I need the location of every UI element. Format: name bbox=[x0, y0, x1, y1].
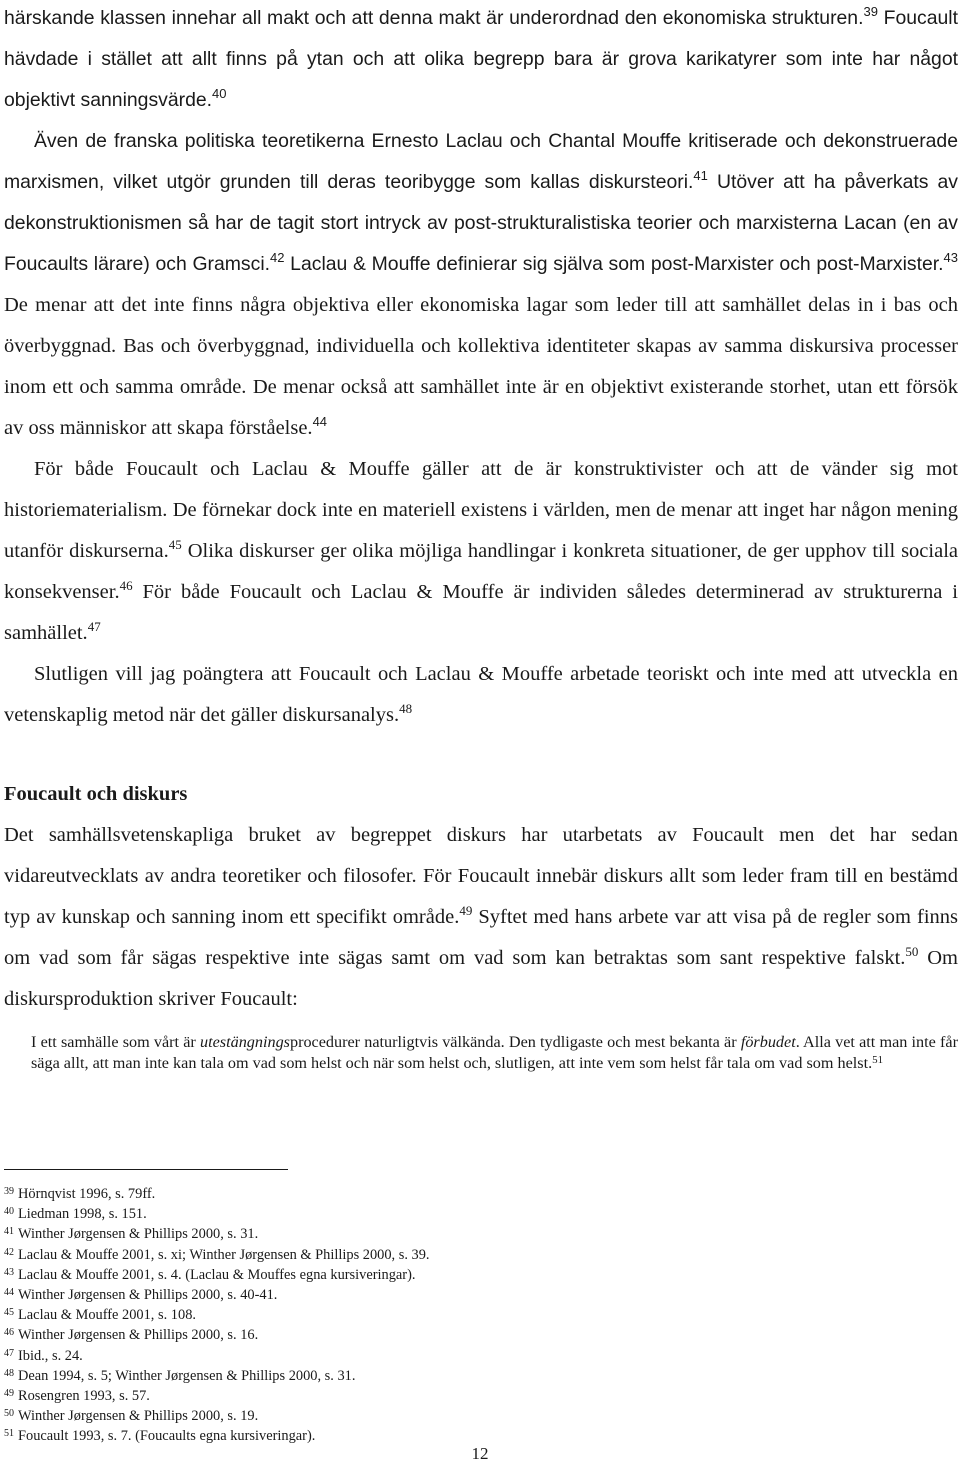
footnote-item bbox=[4, 1325, 904, 1345]
footnote-item bbox=[4, 1204, 904, 1224]
paragraph-text: Syftet med hans arbete var att visa på de regler som finns om vad som får sägas respektive inte sägas samt om vad som kan betraktas som sant respektive falskt. bbox=[4, 906, 958, 969]
footnote-text: Foucault 1993, s. 7. (Foucaults egna kursiveringar). bbox=[18, 1428, 316, 1445]
footnote-reference[interactable]: 41 bbox=[693, 168, 708, 183]
paragraph-text: För både Foucault och Laclau & Mouffe gäller att de är konstruktivister och att de vänder sig mot historiematerialism. De förnekar dock inte en materiell existens i världen, men de menar att inget har någon mening utanför diskurserna. bbox=[4, 458, 958, 562]
footnote-reference[interactable]: 46 bbox=[119, 578, 133, 593]
quote-text: . Alla vet att man inte får säga allt, att man inte kan tala om vad som helst och när som helst och, slutligen, att inte vem som helst får tala om vad som helst. bbox=[31, 1033, 958, 1073]
footnote-number: 40 bbox=[4, 1206, 14, 1218]
footnote-text: Winther Jørgensen & Phillips 2000, s. 31. bbox=[18, 1226, 259, 1243]
footnote-reference[interactable]: 48 bbox=[399, 701, 413, 716]
footnote-item bbox=[4, 1386, 904, 1406]
footnote-number: 43 bbox=[4, 1266, 14, 1278]
footnote-text: Liedman 1998, s. 151. bbox=[18, 1206, 147, 1223]
paragraph-text: Om diskursproduktion skriver Foucault: bbox=[4, 947, 958, 1010]
footnote-item bbox=[4, 1184, 904, 1204]
footnote-reference[interactable]: 50 bbox=[905, 944, 919, 959]
quote-text: I ett samhälle som vårt är bbox=[31, 1033, 201, 1051]
footnote-separator bbox=[4, 1169, 288, 1170]
page-number: 12 bbox=[471, 1444, 489, 1463]
paragraph-5 bbox=[4, 815, 958, 1020]
paragraph-4 bbox=[4, 654, 958, 736]
footnote-number: 49 bbox=[4, 1388, 14, 1400]
footnote-reference[interactable]: 44 bbox=[312, 414, 328, 429]
footnote-text: Winther Jørgensen & Phillips 2000, s. 16. bbox=[18, 1327, 259, 1344]
footnote-number: 44 bbox=[4, 1287, 14, 1299]
footnote-number: 50 bbox=[4, 1408, 14, 1420]
footnote-item bbox=[4, 1346, 904, 1366]
footnote-reference[interactable]: 42 bbox=[270, 250, 285, 265]
paragraph-text: För både Foucault och Laclau & Mouffe är individen således determinerad av strukturerna i samhället. bbox=[4, 581, 958, 644]
footnote-number: 42 bbox=[4, 1246, 14, 1258]
footnote-text: Laclau & Mouffe 2001, s. 4. (Laclau & Mouffes egna kursiveringar). bbox=[18, 1266, 416, 1283]
footnote-item bbox=[4, 1305, 904, 1325]
footnote-number: 41 bbox=[4, 1226, 14, 1238]
footnote-number: 46 bbox=[4, 1327, 14, 1339]
footnote-reference[interactable]: 43 bbox=[943, 250, 958, 265]
document-page bbox=[4, 0, 958, 1075]
footnote-reference[interactable]: 47 bbox=[87, 619, 101, 634]
footnote-reference[interactable]: 49 bbox=[459, 903, 473, 918]
footnote-item bbox=[4, 1245, 904, 1265]
footnote-number: 45 bbox=[4, 1307, 14, 1319]
footnote-reference[interactable]: 39 bbox=[863, 4, 878, 19]
footnote-text: Hörnqvist 1996, s. 79ff. bbox=[18, 1186, 156, 1202]
paragraph-text: Laclau & Mouffe definierar sig själva som post-Marxister och post-Marxister. bbox=[284, 253, 944, 275]
footnote-item bbox=[4, 1285, 904, 1305]
footnote-number: 47 bbox=[4, 1347, 14, 1359]
section-heading: Foucault och diskurs bbox=[4, 783, 188, 805]
footnote-text: Winther Jørgensen & Phillips 2000, s. 40-41. bbox=[18, 1287, 278, 1304]
paragraph-text: Olika diskurser ger olika möjliga handlingar i konkreta situationer, de ger upphov till sociala konsekvenser. bbox=[4, 540, 958, 603]
footnote-text: Laclau & Mouffe 2001, s. 108. bbox=[18, 1307, 196, 1324]
footnote-item bbox=[4, 1265, 904, 1285]
paragraph-1 bbox=[4, 0, 958, 121]
footnote-number: 48 bbox=[4, 1367, 14, 1379]
footnote-text: Laclau & Mouffe 2001, s. xi; Winther Jørgensen & Phillips 2000, s. 39. bbox=[18, 1246, 430, 1263]
block-quote bbox=[31, 1032, 958, 1075]
footnote-reference[interactable]: 51 bbox=[872, 1054, 884, 1067]
quote-text: procedurer naturligtvis välkända. Den tydligaste och mest bekanta är bbox=[289, 1033, 741, 1051]
footnote-reference[interactable]: 40 bbox=[212, 86, 227, 101]
quote-emphasis: utestängnings bbox=[200, 1033, 290, 1051]
paragraph-text: Utöver att ha påverkats av dekonstruktionismen så har de tagit stort intryck av post-strukturalistiska teorier och marxisterna Lacan (en av Foucaults lärare) och Gramsci. bbox=[4, 171, 958, 275]
paragraph-text: Slutligen vill jag poängtera att Foucault och Laclau & Mouffe arbetade teoriskt och inte med att utveckla en vetenskaplig metod när det gäller diskursanalys. bbox=[4, 663, 958, 726]
footnote-list bbox=[4, 1184, 904, 1447]
footnote-item bbox=[4, 1366, 904, 1386]
paragraph-text: härskande klassen innehar all makt och att denna makt är underordnad den ekonomiska strukturen. bbox=[4, 7, 864, 29]
paragraph-text: Foucault hävdade i stället att allt finns på ytan och att olika begrepp bara är grova karikatyrer som inte har något objektivt sanningsvärde. bbox=[4, 7, 958, 111]
footnote-number: 51 bbox=[4, 1428, 14, 1440]
footnote-text: Ibid., s. 24. bbox=[18, 1347, 83, 1364]
footnote-number: 39 bbox=[4, 1186, 14, 1197]
footnote-text: Rosengren 1993, s. 57. bbox=[18, 1388, 150, 1405]
paragraph-2 bbox=[4, 121, 958, 449]
footnote-item bbox=[4, 1224, 904, 1244]
footnote-item bbox=[4, 1406, 904, 1426]
paragraph-3 bbox=[4, 449, 958, 654]
paragraph-text: Det samhällsvetenskapliga bruket av begreppet diskurs har utarbetats av Foucault men det har sedan vidareutvecklats av andra teoretiker och filosofer. För Foucault innebär diskurs allt som leder fram till en bestämd typ av kunskap och sanning inom ett specifikt område. bbox=[4, 824, 958, 928]
paragraph-text: De menar att det inte finns några objektiva eller ekonomiska lagar som leder till att samhället delas in i bas och överbyggnad. Bas och överbyggnad, individuella och kollektiva identiteter skapas av samma diskursiva processer inom ett och samma område. De menar också att samhället inte är en objektivt existerande storhet, utan ett försök av oss människor att skapa förståelse. bbox=[4, 294, 958, 439]
quote-emphasis: förbudet bbox=[740, 1033, 796, 1051]
paragraph-text: Även de franska politiska teoretikerna Ernesto Laclau och Chantal Mouffe kritiserade och dekonstruerade marxismen, vilket utgör grunden till deras teoribygge som kallas diskursteori. bbox=[4, 130, 958, 193]
footnote-text: Winther Jørgensen & Phillips 2000, s. 19. bbox=[18, 1408, 259, 1425]
footnote-text: Dean 1994, s. 5; Winther Jørgensen & Phillips 2000, s. 31. bbox=[18, 1367, 356, 1384]
footnote-reference[interactable]: 45 bbox=[168, 537, 182, 552]
